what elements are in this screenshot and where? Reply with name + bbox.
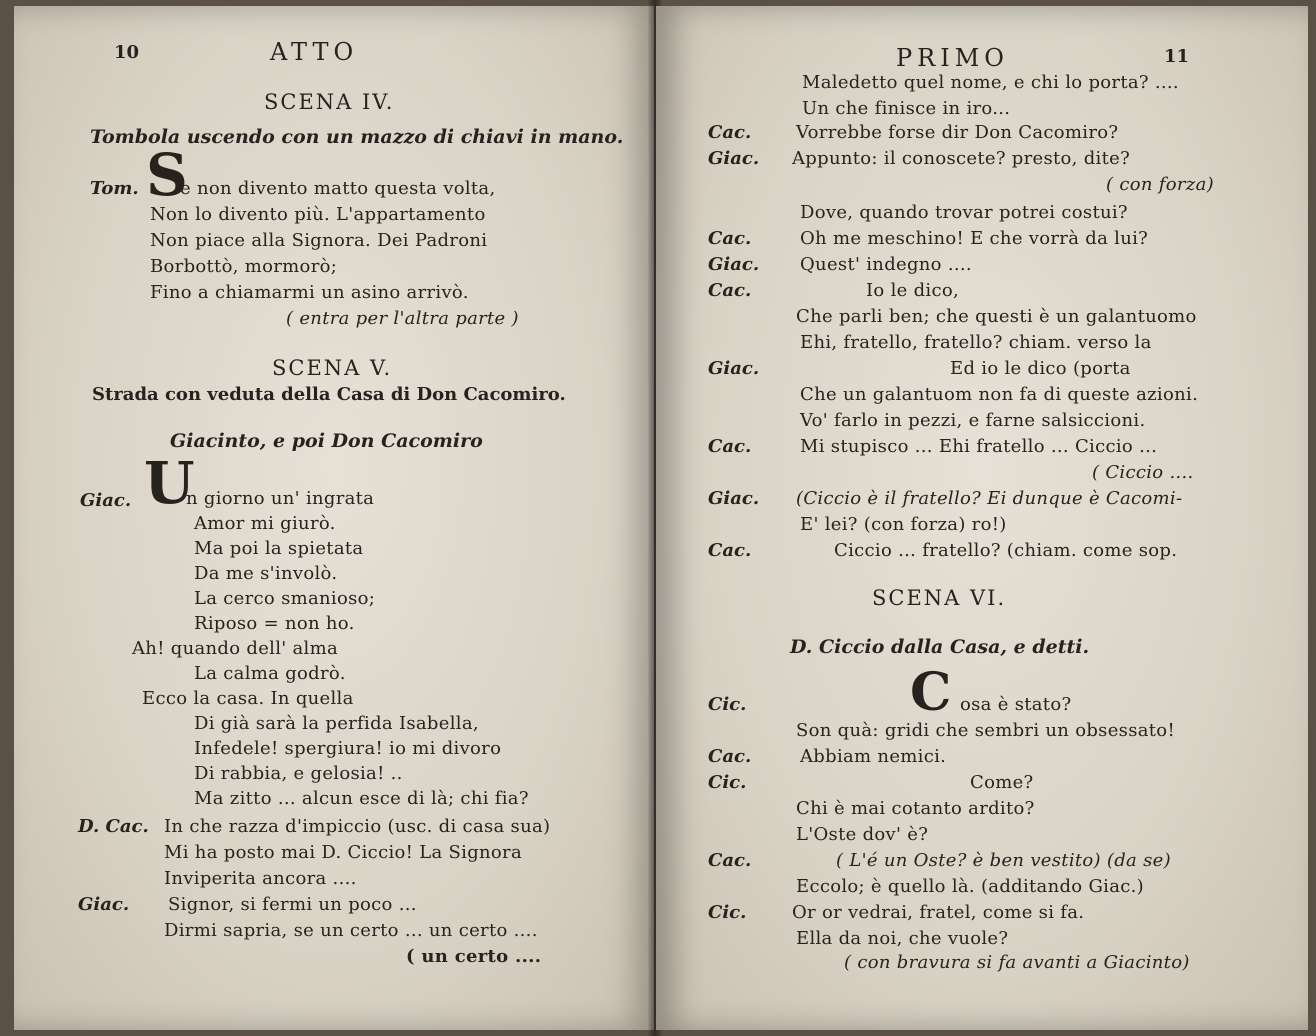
verse-line: e non divento matto questa volta, <box>180 178 496 199</box>
speaker-label: D. Cac. <box>78 816 149 837</box>
verse-line: Ed io le dico (porta <box>950 358 1131 379</box>
verse-line: Mi stupisco ... Ehi fratello ... Ciccio ... <box>800 436 1158 457</box>
verse-line: n giorno un' ingrata <box>186 488 375 509</box>
verse-line: La cerco smanioso; <box>194 588 376 609</box>
verse-line: E' lei? (con forza) ro!) <box>800 514 1007 535</box>
speaker-label: Cic. <box>708 694 747 715</box>
verse-line: Eccolo; è quello là. (additando Giac.) <box>796 876 1144 897</box>
verse-line: Non piace alla Signora. Dei Padroni <box>150 230 488 251</box>
page-number: 10 <box>114 42 140 63</box>
drop-cap: U <box>144 449 195 517</box>
verse-line: Dirmi sapria, se un certo ... un certo .... <box>164 920 538 941</box>
scene-setting: Strada con veduta della Casa di Don Cacomiro. <box>92 384 566 405</box>
right-page <box>656 6 1308 1030</box>
scene-description: Tombola uscendo con un mazzo di chiavi in mano. <box>90 126 624 148</box>
verse-line: Non lo divento più. L'appartamento <box>150 204 486 225</box>
verse-line: (Ciccio è il fratello? Ei dunque è Cacomi- <box>796 488 1183 509</box>
running-head: ATTO <box>270 38 359 66</box>
verse-line: Or or vedrai, fratel, come si fa. <box>792 902 1085 923</box>
verse-line: Io le dico, <box>866 280 960 301</box>
verse-line: Inviperita ancora .... <box>164 868 357 889</box>
verse-line: Appunto: il conoscete? presto, dite? <box>792 148 1131 169</box>
speaker-label: Cac. <box>708 540 752 561</box>
page-number: 11 <box>1164 46 1190 67</box>
verse-line: Quest' indegno .... <box>800 254 972 275</box>
scene-heading: SCENA VI. <box>872 586 1007 610</box>
verse-line: Mi ha posto mai D. Ciccio! La Signora <box>164 842 522 863</box>
verse-line: Maledetto quel nome, e chi lo porta? .... <box>802 72 1179 93</box>
verse-line: Di già sarà la perfida Isabella, <box>194 713 479 734</box>
verse-line: ( con bravura si fa avanti a Giacinto) <box>844 952 1190 973</box>
verse-line: Infedele! spergiura! io mi divoro <box>194 738 502 759</box>
verse-line: Da me s'involò. <box>194 563 338 584</box>
scene-characters: Giacinto, e poi Don Cacomiro <box>170 430 483 452</box>
speaker-label: Cac. <box>708 850 752 871</box>
speaker-label: Cic. <box>708 772 747 793</box>
verse-line: Chi è mai cotanto ardito? <box>796 798 1035 819</box>
running-head: PRIMO <box>896 44 1009 72</box>
verse-line: ( con forza) <box>1106 174 1214 195</box>
verse-line: Ma zitto ... alcun esce di là; chi fia? <box>194 788 529 809</box>
verse-line: Di rabbia, e gelosia! .. <box>194 763 403 784</box>
verse-line: Che un galantuom non fa di queste azioni. <box>800 384 1199 405</box>
speaker-label: Giac. <box>708 254 760 275</box>
speaker-label: Giac. <box>708 488 760 509</box>
left-page <box>14 6 654 1030</box>
verse-line: Ella da noi, che vuole? <box>796 928 1009 949</box>
verse-line: Dove, quando trovar potrei costui? <box>800 202 1128 223</box>
drop-cap: S <box>146 141 188 209</box>
speaker-label: Cac. <box>708 122 752 143</box>
verse-line: Vorrebbe forse dir Don Cacomiro? <box>796 122 1119 143</box>
speaker-label: Giac. <box>80 490 132 511</box>
verse-line: Riposo = non ho. <box>194 613 355 634</box>
scene-characters: D. Ciccio dalla Casa, e detti. <box>790 636 1090 658</box>
drop-cap: C <box>910 662 952 723</box>
speaker-label: Cac. <box>708 436 752 457</box>
scene-heading: SCENA IV. <box>264 90 395 114</box>
speaker-label: Cac. <box>708 280 752 301</box>
verse-line: Abbiam nemici. <box>800 746 947 767</box>
verse-line: osa è stato? <box>960 694 1072 715</box>
verse-line: Vo' farlo in pezzi, e farne salsiccioni. <box>800 410 1146 431</box>
verse-line: In che razza d'impiccio (usc. di casa sua) <box>164 816 551 837</box>
verse-line: Borbottò, mormorò; <box>150 256 338 277</box>
speaker-label: Giac. <box>78 894 130 915</box>
verse-line: Fino a chiamarmi un asino arrivò. <box>150 282 469 303</box>
verse-line: Ah! quando dell' alma <box>132 638 339 659</box>
verse-line: Che parli ben; che questi è un galantuomo <box>796 306 1197 327</box>
speaker-label: Tom. <box>90 178 139 199</box>
speaker-label: Giac. <box>708 148 760 169</box>
speaker-label: Giac. <box>708 358 760 379</box>
speaker-label: Cac. <box>708 746 752 767</box>
verse-line: Ma poi la spietata <box>194 538 364 559</box>
verse-line: Un che finisce in iro... <box>802 98 1011 119</box>
scene-heading: SCENA V. <box>272 356 393 380</box>
speaker-label: Cic. <box>708 902 747 923</box>
stage-direction: ( entra per l'altra parte ) <box>286 308 519 329</box>
verse-line: Son quà: gridi che sembri un obsessato! <box>796 720 1175 741</box>
verse-line: Ecco la casa. In quella <box>142 688 354 709</box>
stage-direction: ( un certo .... <box>406 946 542 967</box>
verse-line: Amor mi giurò. <box>194 513 336 534</box>
verse-line: Oh me meschino! E che vorrà da lui? <box>800 228 1149 249</box>
verse-line: ( L'é un Oste? è ben vestito) (da se) <box>836 850 1171 871</box>
verse-line: Ciccio ... fratello? (chiam. come sop. <box>834 540 1178 561</box>
verse-line: Come? <box>970 772 1034 793</box>
verse-line: La calma godrò. <box>194 663 346 684</box>
verse-line: L'Oste dov' è? <box>796 824 929 845</box>
verse-line: Signor, si fermi un poco ... <box>168 894 417 915</box>
verse-line: ( Ciccio .... <box>1092 462 1194 483</box>
speaker-label: Cac. <box>708 228 752 249</box>
verse-line: Ehi, fratello, fratello? chiam. verso la <box>800 332 1152 353</box>
